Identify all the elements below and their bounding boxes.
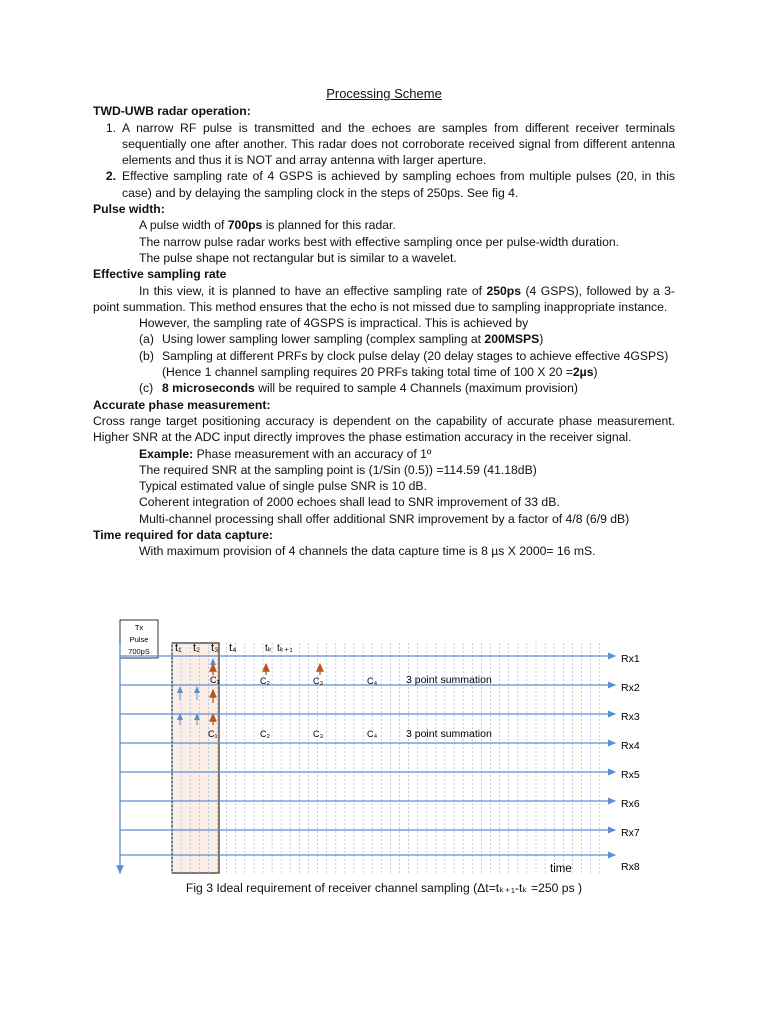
paragraph: In this view, it is planned to have an effective sampling rate of 250ps (4 GSPS), followed by a 3-point summation. This method ensures that the echo is not missed due to sampling inappropriate instance. <box>93 283 675 314</box>
rx-label: Rx8 <box>621 861 640 873</box>
time-label: t₂ <box>193 642 201 654</box>
list-item <box>93 120 675 169</box>
paragraph: Multi-channel processing shall offer additional SNR improvement by a factor of 4/8 (6/9 dB) <box>139 511 630 526</box>
figure-caption: Fig 3 Ideal requirement of receiver channel sampling (Δt=tₖ₊₁-tₖ =250 ps ) <box>185 881 583 895</box>
time-label: t₄ <box>229 642 237 654</box>
page-title: Processing Scheme <box>326 86 442 101</box>
sampling-diagram <box>110 615 660 885</box>
rx-label: Rx1 <box>621 653 640 665</box>
paragraph: With maximum provision of 4 channels the data capture time is 8 µs X 2000= 16 mS. <box>139 544 596 559</box>
c-label: C₃ <box>313 729 324 739</box>
list-item: (a) Using lower sampling lower sampling (complex sampling at 200MSPS) <box>139 332 544 347</box>
tx-label: Pulse <box>129 635 149 644</box>
list-number: 2. <box>105 169 116 184</box>
time-axis-label: time <box>550 863 572 875</box>
c-label: C₃ <box>313 676 324 686</box>
list-number: 1. <box>105 120 116 135</box>
paragraph: Cross range target positioning accuracy is dependent on the capability of accurate phase measurement. Higher SNR at the ADC input directly improves the phase estimation accuracy in the receiver signal. <box>93 413 675 445</box>
paragraph: The narrow pulse radar works best with effective sampling once per pulse-width duration. <box>139 234 620 249</box>
rx-label: Rx6 <box>621 798 640 810</box>
tx-label: 700pS <box>128 647 150 656</box>
heading-twd: TWD-UWB radar operation: <box>93 104 251 119</box>
rx-label: Rx4 <box>621 740 640 752</box>
c-label: C₄ <box>367 729 378 739</box>
summation-label: 3 point summation <box>406 728 492 740</box>
c-label: C₂ <box>260 729 270 739</box>
list-item <box>93 168 675 201</box>
heading-time: Time required for data capture: <box>93 528 273 543</box>
time-label: t₁ <box>175 642 182 654</box>
tx-label: Tx <box>134 623 144 632</box>
heading-phase: Accurate phase measurement: <box>93 397 271 412</box>
c-label: C₂ <box>260 676 270 686</box>
rx-label: Rx3 <box>621 711 640 723</box>
heading-esr: Effective sampling rate <box>93 267 227 282</box>
list-item: (c) 8 microseconds will be required to sample 4 Channels (maximum provision) <box>139 381 578 396</box>
list-text: A narrow RF pulse is transmitted and the echoes are samples from different receiver terminals sequentially one after another. This radar does not corroborate received signal from different antenna elements and thus it is NOT and array antenna with larger aperture. <box>122 120 675 168</box>
list-text: Effective sampling rate of 4 GSPS is achieved by sampling echoes from multiple pulses (20, in this case) and by delaying the sampling clock in the steps of 250ps. See fig 4. <box>122 169 675 200</box>
paragraph: Typical estimated value of single pulse SNR is 10 dB. <box>139 479 427 494</box>
paragraph: Example: Phase measurement with an accuracy of 1º <box>139 446 432 461</box>
paragraph: (Hence 1 channel sampling requires 20 PRFs taking total time of 100 X 20 =2µs) <box>162 365 598 380</box>
paragraph: Coherent integration of 2000 echoes shall lead to SNR improvement of 33 dB. <box>139 495 560 510</box>
time-label: t₃ <box>211 642 219 654</box>
paragraph: However, the sampling rate of 4GSPS is impractical. This is achieved by <box>139 316 529 331</box>
rx-label: Rx7 <box>621 827 640 839</box>
document-body <box>93 86 675 560</box>
rx-label: Rx2 <box>621 682 640 694</box>
summation-label: 3 point summation <box>406 674 492 686</box>
paragraph: The required SNR at the sampling point is (1/Sin (0.5)) =114.59 (41.18dB) <box>139 462 537 477</box>
paragraph: A pulse width of 700ps is planned for this radar. <box>139 218 396 233</box>
c-label: C₄ <box>367 676 378 686</box>
heading-pulse: Pulse width: <box>93 202 165 217</box>
c-label: C₁ <box>210 675 220 685</box>
time-label: tₖ <box>265 643 273 654</box>
rx-label: Rx5 <box>621 769 640 781</box>
summation-arrows <box>213 664 320 725</box>
time-label: tₖ₊₁ <box>277 643 293 654</box>
list-item: (b) Sampling at different PRFs by clock pulse delay (20 delay stages to achieve effective 4GSPS) <box>139 348 669 363</box>
paragraph: The pulse shape not rectangular but is similar to a wavelet. <box>139 250 457 265</box>
c-label: C₁ <box>208 729 218 739</box>
